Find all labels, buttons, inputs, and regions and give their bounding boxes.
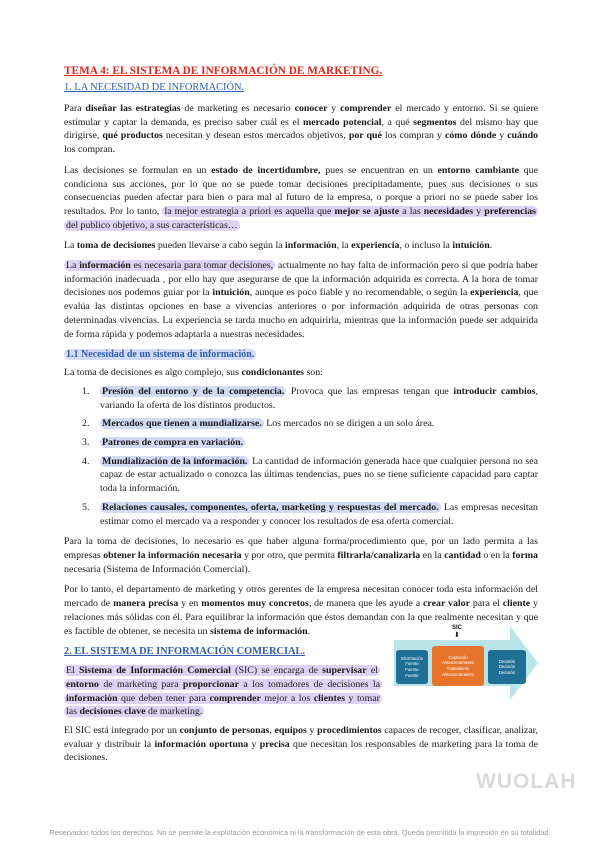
paragraph-8: El SIC está integrado por un conjunto de personas, equipos y procedimientos capaces de recoger, clasificar, analizar, evaluar y distribuir la información oportuna y precisa que necesitan los responsables de marketing para la toma de decisiones.	[64, 725, 539, 764]
sic-output-box: Decisión Decisión Decisión	[488, 650, 526, 684]
paragraph-7	[64, 664, 382, 719]
sic-diagram	[394, 622, 538, 704]
highlight-information: La información es necesaria para tomar decisiones,	[66, 260, 274, 272]
section-2-heading: 2. EL SISTEMA DE INFORMACIÓN COMERCIAL.	[64, 646, 306, 658]
paragraph-5: Para la toma de decisiones, lo necesario es que haber alguna forma/procedimiento que, por un lado permita a las empresas obtener la información necesaria y por otro, que permita filtrarla/canalizarla en la cantidad o en la forma necesaria (Sistema de Información Comercial).	[64, 536, 538, 575]
paragraph-1: Para diseñar las estrategias de marketing es necesario conocer y comprender el mercado y entorno. Si se quiere estimular y captar la demanda, es preciso saber cuál es el mercado potencial, a qué segmentos del mismo hay que dirigirse, qué productos necesitan y desean estos mercados objetivos, por qué los compran y cómo dónde y cuándo los compran.	[64, 103, 539, 156]
conditions-list	[64, 385, 538, 528]
list-item: 3. Patrones de compra en variación.	[82, 437, 244, 449]
down-arrow-icon: ⬇	[454, 631, 460, 639]
paragraph-2: Las decisiones se formulan en un estado de incertidumbre, pues se encuentran en un entorno cambiante que condiciona sus acciones, por lo que no se puede tomar decisiones precipitadamente, pues sus decisiones o sus consecuencias pueden afectar para bien o para mal al futuro de la empresa, o porque a priori no se puede saber los resultados. Por lo tanto, la mejor estrategia a priori es aquella que mejor se ajuste a las necesidades y preferencias del publico objetivo, a sus características…	[64, 164, 539, 231]
section-1-heading: 1. LA NECESIDAD DE INFORMACIÓN.	[64, 82, 245, 93]
subsection-1-1-heading: 1.1 Necesidad de un sistema de información.	[66, 349, 255, 361]
list-item: 5. Relaciones causales, componentes, oferta, marketing y respuestas del mercado. Las empresas necesitan estimar como el mercado va a responder y conocer los resultados de esa oferta comercial.	[82, 501, 538, 527]
paragraph-conditions-intro: La toma de decisiones es algo complejo, sus condicionantes son:	[64, 367, 323, 379]
highlight-sic: El Sistema de Información Comercial (SIC) se encarga de supervisar el entorno de marketing para proporcionar a los tomadores de decisiones la información que deben tener para comprender mejor a los clientes y tomar las decisiones clave de marketing.	[66, 665, 381, 718]
copyright-footer: Reservados todos los derechos. No se permite la explotación económica ni la transformación de esta obra. Queda permitida la impresión en su totalidad.	[49, 828, 551, 837]
paragraph-4: La información es necesaria para tomar decisiones, actualmente no hay falta de información pero si que podría haber información inadecuada , por ello hay que asegurarse de que la información adquirida es correcta. A la hora de tomar decisiones nos podemos guiar por la intuición, aunque es poco fiable y no recomendable, o según la experiencia, que evalúa las distintas opciones en base a vivencias anteriores o por información adquirida de otras personas con determinadas vivencias. La experiencia se tarda mucho en adquirirla, mientras que la información puede ser adquirida de forma rápida y podemos adaptarla a nuestras necesidades.	[64, 260, 539, 340]
list-item: 2. Mercados que tienen a mundializarse. Los mercados no se dirigen a un solo área.	[82, 418, 435, 430]
highlight-strategy: la mejor estrategia a priori es aquella que mejor se ajuste a las necesidades y preferencias del publico objetivo, a sus características…	[66, 205, 537, 231]
paragraph-3: La toma de decisiones pueden llevarse a cabo según la información, la experiencia, o incluso la intuición.	[64, 240, 493, 252]
sic-label: SIC	[452, 625, 463, 631]
wuolah-watermark: WUOLAH	[476, 770, 577, 793]
paragraph-6: Por lo tanto, el departamento de marketing y otros gerentes de la empresa necesitan conocer toda esta información del mercado de manera precisa y en momentos muy concretos, de manera que les ayude a crear valor para el cliente y relaciones más sólidas con él. Para equilibrar la información que éstos demandan con la que realmente necesitan y que es factible de obtener, se necesita un sistema de información.	[64, 584, 538, 637]
list-item: 1. Presión del entorno y de la competencia. Provoca que las empresas tengan que introducir cambios, variando la oferta de los distintos productos.	[82, 385, 538, 411]
list-item: 4. Mundialización de la información. La cantidad de información generada hace que cualquier persona no sea capaz de estar actualizado o conozca las últimas tendencias, pues no se tiene suficiente capacidad para captar toda la información.	[82, 455, 538, 495]
document-title: TEMA 4: EL SISTEMA DE INFORMACIÓN DE MARKETING.	[64, 65, 383, 77]
sic-process-box: Captación Almacenamiento Tratamiento Almacenamiento	[432, 646, 484, 686]
sic-input-box: Información Fuente Fuente Fuente	[396, 650, 428, 684]
